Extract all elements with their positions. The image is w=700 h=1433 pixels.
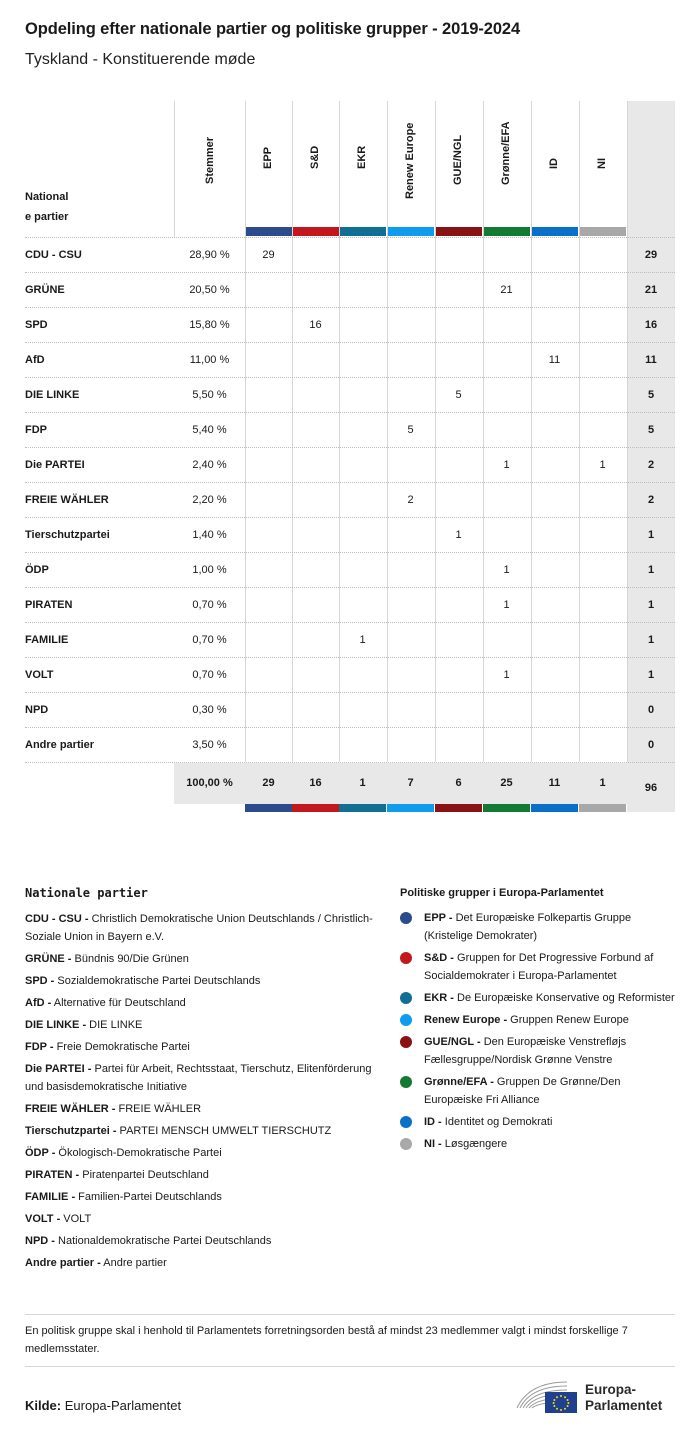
table-row	[25, 412, 675, 447]
group-color-bar	[245, 227, 292, 236]
vote-share: 5,40 %	[192, 424, 227, 436]
table-row	[25, 552, 675, 587]
legend-fullname: Bündnis 90/Die Grünen	[71, 953, 189, 965]
page-subtitle: Tyskland - Konstituerende møde	[25, 51, 256, 68]
group-total-cell: 6	[455, 777, 462, 789]
group-total-cell: 1	[359, 777, 366, 789]
group-header-0: EPP	[262, 146, 274, 169]
table-row	[25, 517, 675, 552]
legend-abbr: Renew Europe -	[424, 1014, 508, 1026]
group-seat-cell: 1	[599, 459, 606, 471]
party-name: CDU - CSU	[25, 249, 82, 261]
total-seats-cell: 0	[647, 739, 655, 751]
party-name: FAMILIE	[25, 634, 69, 646]
total-seats-cell: 29	[644, 249, 658, 261]
legend-fullname: Partei für Arbeit, Rechtsstaat, Tierschutz, Elitenförderung und basisdemokratische Initiative	[25, 1063, 372, 1093]
legend-fullname: Den Europæiske Venstrefløjs Fællesgruppe/Nordisk Grønne Venstre	[424, 1036, 627, 1066]
national-legend-item	[25, 1144, 385, 1162]
total-seats-cell: 5	[647, 389, 655, 401]
logo-line2: Parlamentet	[585, 1398, 663, 1413]
group-total-cell: 11	[548, 777, 561, 789]
national-legend-item	[25, 1060, 385, 1096]
party-header-line1: National	[25, 191, 69, 203]
legend-abbr: FDP -	[25, 1041, 54, 1053]
party-name: Andre partier	[25, 739, 95, 751]
party-name: VOLT	[25, 669, 54, 681]
footnote: En politisk gruppe skal i henhold til Parlamentets forretningsorden bestå af mindst 23 medlemmer valgt i mindst forskellige 7 medlemsstater.	[25, 1325, 628, 1355]
legend-fullname: Det Europæiske Folkepartis Gruppe (Kristelige Demokrater)	[424, 912, 632, 942]
national-legend-item	[25, 1188, 385, 1206]
page-title: Opdeling efter nationale partier og politiske grupper - 2019-2024	[25, 20, 521, 38]
group-legend-item	[400, 1135, 675, 1153]
vote-share: 0,70 %	[192, 599, 227, 611]
legend-fullname: VOLT	[60, 1213, 92, 1225]
group-seat-cell: 1	[503, 669, 510, 681]
seat-table	[25, 101, 675, 794]
legend-abbr: PIRATEN -	[25, 1169, 80, 1181]
group-header-5: Grønne/EFA	[500, 121, 512, 185]
vote-share: 1,40 %	[192, 529, 227, 541]
legend-abbr: FREIE WÄHLER -	[25, 1103, 116, 1115]
group-color-dot-icon	[400, 912, 412, 924]
legend-fullname: Familien-Partei Deutschlands	[75, 1191, 222, 1203]
votes-column-header: Stemmer	[204, 136, 216, 184]
total-seats-cell: 1	[647, 599, 655, 611]
national-legend-item	[25, 1210, 385, 1228]
group-header-7: NI	[596, 158, 608, 169]
table-row	[25, 342, 675, 377]
party-name: FDP	[25, 424, 47, 436]
total-seats-cell: 1	[647, 669, 655, 681]
legend-fullname: Piratenpartei Deutschland	[79, 1169, 209, 1181]
national-legend-item	[25, 910, 385, 946]
legend-abbr: FAMILIE -	[25, 1191, 76, 1203]
legend-abbr: CDU - CSU -	[25, 913, 89, 925]
table-row	[25, 657, 675, 692]
total-seats-cell: 11	[645, 354, 657, 366]
total-seats-cell: 16	[644, 319, 658, 331]
legend-fullname: Nationaldemokratische Partei Deutschlands	[54, 1235, 272, 1247]
group-seat-cell: 1	[503, 599, 510, 611]
group-legend-item	[400, 1033, 675, 1069]
national-legend-item	[25, 950, 385, 968]
legend-abbr: AfD -	[25, 997, 52, 1009]
group-color-dot-icon	[400, 1116, 412, 1128]
table-row	[25, 622, 675, 657]
legend-fullname: Andre partier	[100, 1257, 167, 1269]
table-row	[25, 727, 675, 762]
total-seats-cell: 1	[647, 529, 655, 541]
national-legend-item	[25, 994, 385, 1012]
legend-abbr: Grønne/EFA -	[424, 1076, 494, 1088]
political-groups-legend	[400, 886, 675, 1157]
group-color-dot-icon	[400, 952, 412, 964]
total-seats-cell: 2	[647, 494, 655, 506]
party-name: FREIE WÄHLER	[25, 494, 109, 506]
vote-share: 0,70 %	[192, 634, 227, 646]
totals-row	[25, 762, 675, 812]
group-seat-cell: 5	[455, 389, 462, 401]
column-divider	[174, 101, 175, 237]
source-label: Kilde:	[25, 1398, 62, 1413]
group-total-cell: 29	[262, 777, 275, 789]
legend-abbr: VOLT -	[25, 1213, 61, 1225]
legend-fullname: PARTEI MENSCH UMWELT TIERSCHUTZ	[116, 1125, 332, 1137]
group-color-dot-icon	[400, 1076, 412, 1088]
national-legend-item	[25, 1166, 385, 1184]
table-row	[25, 692, 675, 727]
parliament-emblem-icon	[515, 1378, 579, 1414]
party-name: PIRATEN	[25, 599, 73, 611]
group-legend-item	[400, 989, 675, 1007]
party-name: AfD	[25, 354, 45, 366]
legend-fullname: De Europæiske Konservative og Reformister	[453, 992, 675, 1004]
group-color-dot-icon	[400, 1014, 412, 1026]
party-name: Tierschutzpartei	[25, 529, 110, 541]
group-color-bar	[292, 227, 339, 236]
legend-fullname: FREIE WÄHLER	[115, 1103, 202, 1115]
group-header-3: Renew Europe	[404, 122, 416, 199]
table-row	[25, 482, 675, 517]
total-seats-cell: 1	[647, 564, 655, 576]
party-name: SPD	[25, 319, 48, 331]
vote-share: 1,00 %	[192, 564, 227, 576]
legend-fullname: Ökologisch-Demokratische Partei	[55, 1147, 222, 1159]
legend-abbr: DIE LINKE -	[25, 1019, 87, 1031]
legend-fullname: Løsgængere	[441, 1138, 508, 1150]
group-legend-item	[400, 909, 675, 945]
legend-abbr: ÖDP -	[25, 1147, 56, 1159]
vote-share: 0,70 %	[192, 669, 227, 681]
total-seats-cell: 21	[644, 284, 658, 296]
legend-fullname: Freie Demokratische Partei	[53, 1041, 190, 1053]
vote-share: 0,30 %	[192, 704, 227, 716]
group-header-2: EKR	[356, 145, 368, 169]
group-total-cell: 16	[309, 777, 322, 789]
legend-abbr: NPD -	[25, 1235, 55, 1247]
vote-share: 2,20 %	[192, 494, 227, 506]
legend-fullname: Gruppen for Det Progressive Forbund af Socialdemokrater i Europa-Parlamentet	[424, 952, 654, 982]
group-seat-cell: 5	[407, 424, 414, 436]
legend-fullname: Gruppen Renew Europe	[507, 1014, 629, 1026]
total-seats-cell: 5	[647, 424, 655, 436]
groups-legend-title: Politiske grupper i Europa-Parlamentet	[400, 887, 604, 899]
table-row	[25, 272, 675, 307]
european-parliament-logo	[515, 1378, 675, 1418]
total-seats-cell: 2	[647, 459, 655, 471]
group-color-dot-icon	[400, 992, 412, 1004]
total-seats-cell: 0	[647, 704, 655, 716]
group-color-bar	[435, 227, 482, 236]
divider	[25, 1314, 675, 1315]
group-header-1: S&D	[309, 145, 321, 169]
legend-abbr: GUE/NGL -	[424, 1036, 481, 1048]
total-seats-cell: 1	[647, 634, 655, 646]
group-color-dot-icon	[400, 1036, 412, 1048]
group-total-cell: 7	[407, 777, 414, 789]
group-legend-item	[400, 1073, 675, 1109]
table-row	[25, 587, 675, 622]
group-seat-cell: 16	[309, 319, 322, 331]
legend-abbr: NI -	[424, 1138, 442, 1150]
legend-abbr: S&D -	[424, 952, 454, 964]
national-legend-item	[25, 972, 385, 990]
table-row	[25, 377, 675, 412]
legend-fullname: Identitet og Demokrati	[441, 1116, 553, 1128]
party-header-line2: e partier	[25, 211, 69, 223]
party-name: GRÜNE	[25, 284, 65, 296]
national-legend-item	[25, 1122, 385, 1140]
vote-share: 20,50 %	[189, 284, 230, 296]
legend-abbr: EKR -	[424, 992, 454, 1004]
group-color-bar	[339, 227, 386, 236]
legend-abbr: EPP -	[424, 912, 453, 924]
logo-line1: Europa-	[585, 1382, 637, 1397]
grand-total-seats: 96	[644, 782, 658, 794]
table-header	[25, 101, 675, 237]
vote-share: 28,90 %	[189, 249, 230, 261]
legend-abbr: Andre partier -	[25, 1257, 101, 1269]
group-seat-cell: 1	[503, 564, 510, 576]
divider	[25, 1366, 675, 1367]
group-legend-item	[400, 1113, 675, 1131]
national-legend-item	[25, 1016, 385, 1034]
logo-text	[585, 1382, 662, 1414]
group-color-bar	[483, 227, 530, 236]
group-seat-cell: 21	[500, 284, 513, 296]
source-value: Europa-Parlamentet	[61, 1398, 182, 1413]
national-legend-item	[25, 1038, 385, 1056]
national-legend-item	[25, 1232, 385, 1250]
national-parties-legend	[25, 886, 385, 1276]
group-seat-cell: 1	[455, 529, 462, 541]
table-row	[25, 237, 675, 272]
group-color-bar	[531, 227, 578, 236]
source-line	[25, 1398, 181, 1413]
legend-fullname: DIE LINKE	[86, 1019, 143, 1031]
legend-abbr: Die PARTEI -	[25, 1063, 92, 1075]
vote-share: 5,50 %	[192, 389, 227, 401]
legend-abbr: GRÜNE -	[25, 953, 72, 965]
table-row	[25, 447, 675, 482]
legend-fullname: Alternative für Deutschland	[51, 997, 186, 1009]
legend-abbr: ID -	[424, 1116, 442, 1128]
vote-share: 11,00 %	[189, 354, 230, 366]
group-color-bar	[579, 227, 626, 236]
party-name: Die PARTEI	[25, 459, 85, 471]
national-legend-item	[25, 1254, 385, 1272]
legend-fullname: Christlich Demokratische Union Deutschlands / Christlich-Soziale Union in Bayern e.V.	[25, 913, 373, 943]
group-header-4: GUE/NGL	[452, 134, 464, 185]
legend-abbr: Tierschutzpartei -	[25, 1125, 117, 1137]
group-header-6: ID	[548, 158, 560, 169]
vote-share: 2,40 %	[192, 459, 227, 471]
national-legend-item	[25, 1100, 385, 1118]
party-name: NPD	[25, 704, 49, 716]
group-total-cell: 25	[500, 777, 513, 789]
group-color-bar	[387, 227, 434, 236]
national-legend-title: Nationale partier	[25, 886, 148, 900]
total-vote-share: 100,00 %	[186, 777, 233, 789]
party-column-header	[25, 187, 165, 227]
group-seat-cell: 1	[359, 634, 366, 646]
vote-share: 3,50 %	[192, 739, 227, 751]
group-legend-item	[400, 949, 675, 985]
group-total-cell: 1	[599, 777, 606, 789]
party-name: DIE LINKE	[25, 389, 80, 401]
group-seat-cell: 2	[407, 494, 414, 506]
table-row	[25, 307, 675, 342]
party-name: ÖDP	[25, 564, 49, 576]
group-seat-cell: 11	[548, 354, 561, 366]
group-seat-cell: 29	[262, 249, 275, 261]
legend-abbr: SPD -	[25, 975, 55, 987]
vote-share: 15,80 %	[189, 319, 230, 331]
group-seat-cell: 1	[503, 459, 510, 471]
group-legend-item	[400, 1011, 675, 1029]
legend-fullname: Gruppen De Grønne/Den Europæiske Fri Alliance	[424, 1076, 621, 1106]
legend-fullname: Sozialdemokratische Partei Deutschlands	[54, 975, 261, 987]
group-color-dot-icon	[400, 1138, 412, 1150]
